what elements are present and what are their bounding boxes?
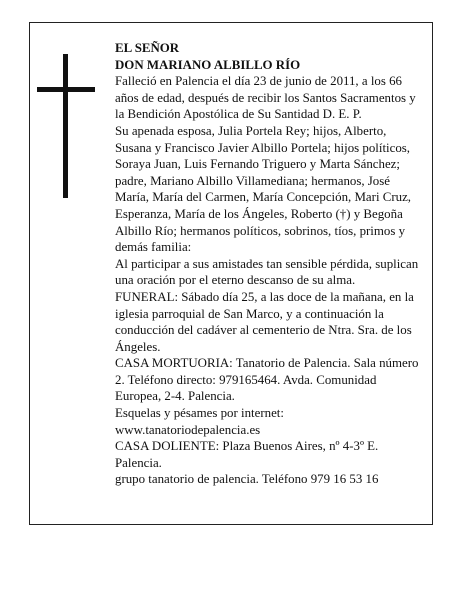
death-announcement: Falleció en Palencia el día 23 de junio de 2011, a los 66 años de edad, después de recibir los Santos Sacramentos y la Bendición Apostólica de Su Santidad D. E. P. [115,74,416,122]
prayer-request: Al participar a sus amistades tan sensible pérdida, suplican una oración por el eterno descanso de su alma. [115,256,419,288]
obituary-title: EL SEÑOR [115,41,180,55]
cross-vertical-bar [63,54,68,198]
family-list: Su apenada esposa, Julia Portela Rey; hijos, Alberto, Susana y Francisco Javier Albillo Portela; hijos políticos, Soraya Juan, Luis Fernando Triguero y Marta Sánchez; padre, Mariano Albillo Villamediana; hermanos, José María, María del Carmen, María Concepción, Mari Cruz, Esperanza, María de los Ángeles, Roberto (†) y Begoña Albillo Río; hermanos políticos, sobrinos, tíos, primos y demás familia: [115,123,412,255]
cross-horizontal-bar [37,87,95,92]
obituary-text [115,40,420,488]
funeral-home-details: CASA MORTUORIA: Tanatorio de Palencia. Sala número 2. Teléfono directo: 979165464. Avda. Comunidad Europea, 2-4. Palencia. [115,356,419,404]
internet-condolences: Esquelas y pésames por internet: www.tanatoriodepalencia.es [115,406,284,437]
deceased-name: DON MARIANO ALBILLO RÍO [115,57,301,72]
latin-cross-icon [37,54,95,198]
funeral-group-contact: grupo tanatorio de palencia. Teléfono 979 16 53 16 [115,472,379,487]
funeral-details: FUNERAL: Sábado día 25, a las doce de la mañana, en la iglesia parroquial de San Marco, y a continuación la conducción del cadáver al cementerio de Ntra. Sra. de los Ángeles. [115,289,414,354]
family-home-address: CASA DOLIENTE: Plaza Buenos Aires, nº 4-3º E. Palencia. [115,439,379,470]
